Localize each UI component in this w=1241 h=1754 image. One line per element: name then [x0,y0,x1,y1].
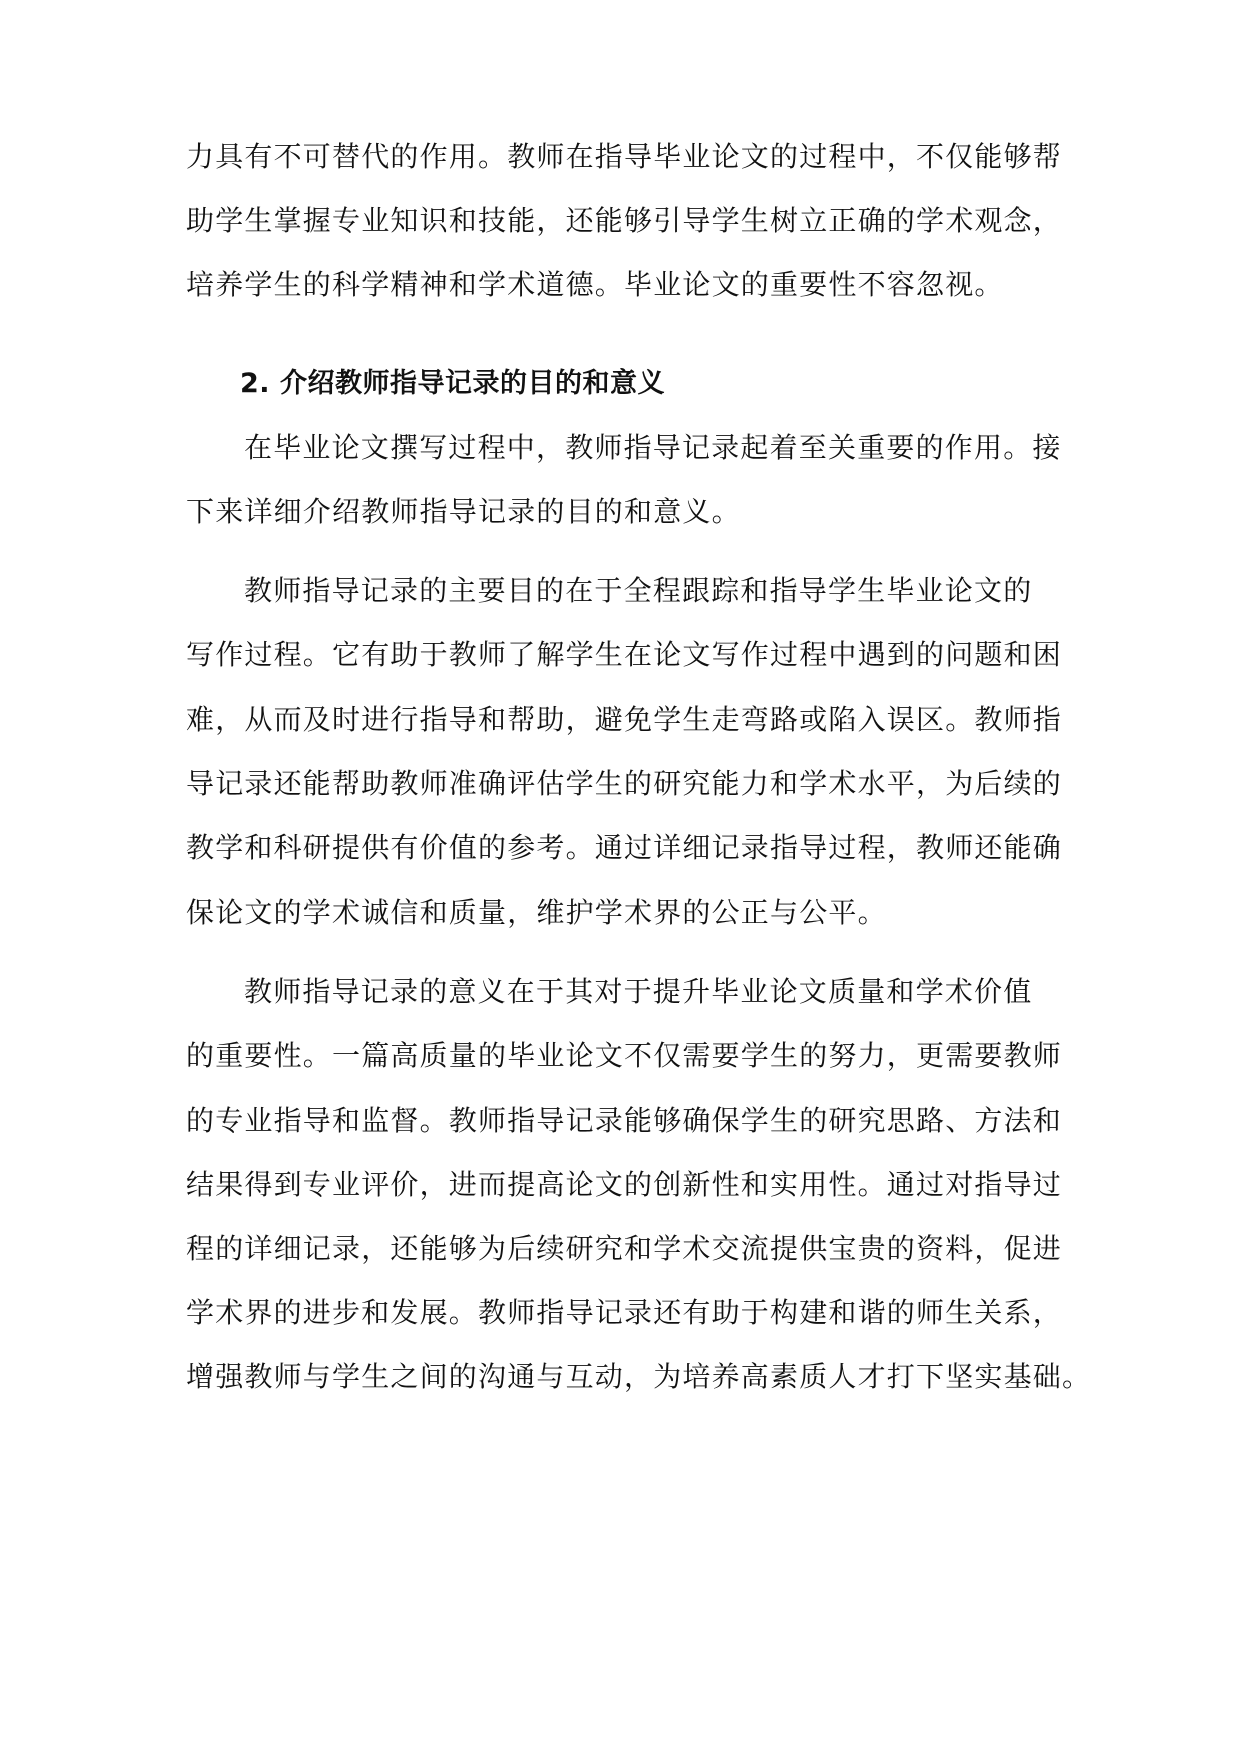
paragraph-line: 助学生掌握专业知识和技能，还能够引导学生树立正确的学术观念， [186,204,1063,237]
paragraph-line: 难，从而及时进行指导和帮助，避免学生走弯路或陷入误区。教师指 [186,703,1063,736]
section-heading: 2. 介绍教师指导记录的目的和意义 [240,368,665,399]
paragraph-line: 增强教师与学生之间的沟通与互动，为培养高素质人才打下坚实基础。 [186,1360,1092,1393]
paragraph-line: 导记录还能帮助教师准确评估学生的研究能力和学术水平，为后续的 [186,767,1063,800]
paragraph-line: 下来详细介绍教师指导记录的目的和意义。 [186,495,741,528]
paragraph-line: 教师指导记录的意义在于其对于提升毕业论文质量和学术价值 [244,975,1033,1008]
paragraph-line: 程的详细记录，还能够为后续研究和学术交流提供宝贵的资料，促进 [186,1232,1063,1265]
paragraph-line: 结果得到专业评价，进而提高论文的创新性和实用性。通过对指导过 [186,1168,1063,1201]
paragraph-line: 力具有不可替代的作用。教师在指导毕业论文的过程中，不仅能够帮 [186,140,1063,173]
paragraph-line: 培养学生的科学精神和学术道德。毕业论文的重要性不容忽视。 [186,268,1004,301]
paragraph-line: 在毕业论文撰写过程中，教师指导记录起着至关重要的作用。接 [244,431,1062,464]
paragraph-line: 的专业指导和监督。教师指导记录能够确保学生的研究思路、方法和 [186,1104,1063,1137]
paragraph-line: 保论文的学术诚信和质量，维护学术界的公正与公平。 [186,896,887,929]
paragraph-line: 的重要性。一篇高质量的毕业论文不仅需要学生的努力，更需要教师 [186,1039,1063,1072]
paragraph-line: 学术界的进步和发展。教师指导记录还有助于构建和谐的师生关系， [186,1296,1063,1329]
paragraph-line: 教学和科研提供有价值的参考。通过详细记录指导过程，教师还能确 [186,831,1063,864]
paragraph-line: 教师指导记录的主要目的在于全程跟踪和指导学生毕业论文的 [244,574,1033,607]
paragraph-line: 写作过程。它有助于教师了解学生在论文写作过程中遇到的问题和困 [186,638,1063,671]
